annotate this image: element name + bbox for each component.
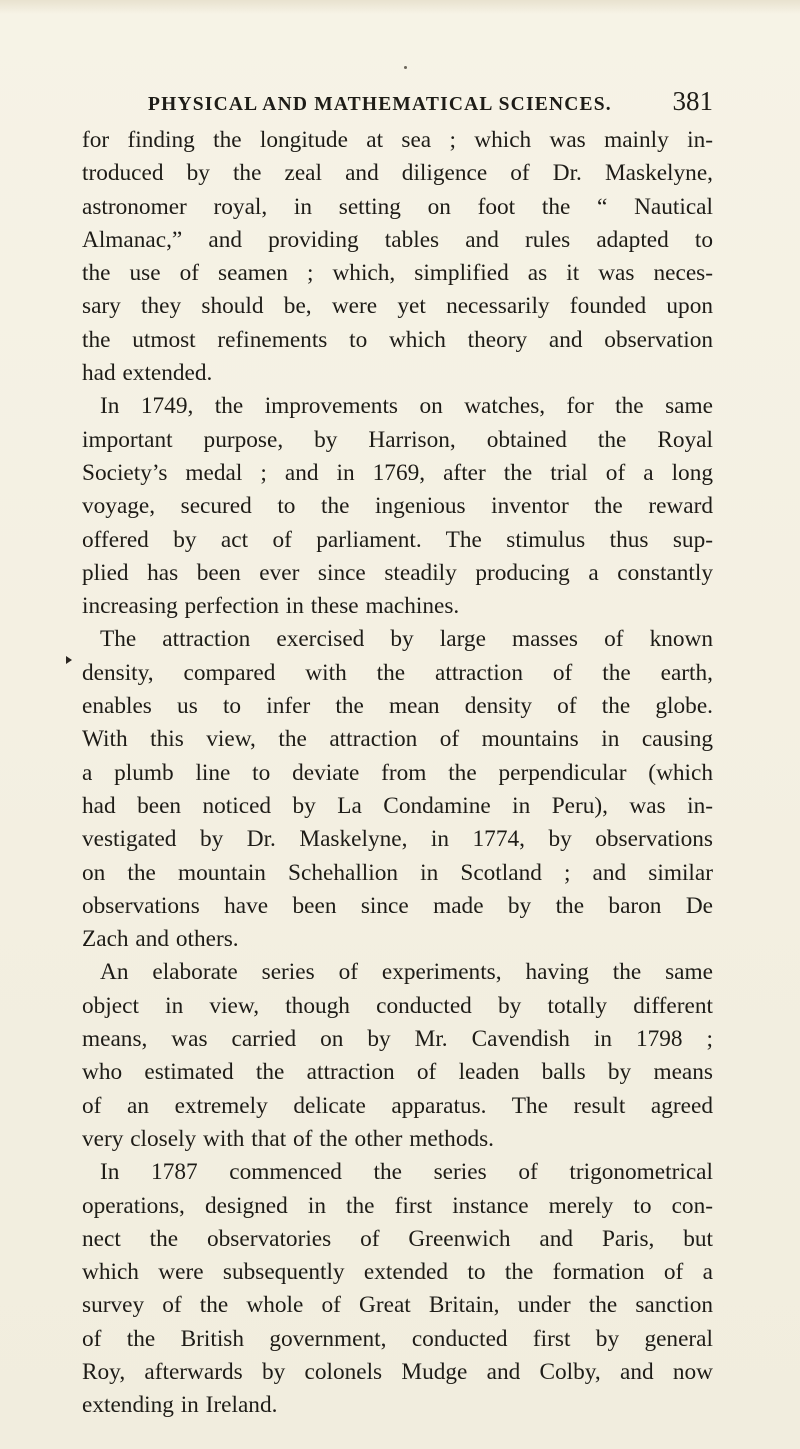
paragraph-start-line: The attraction exercised by large masses of known <box>100 626 713 653</box>
page-top-edge <box>0 0 800 14</box>
page-number: 381 <box>672 86 713 116</box>
text-line: density, compared with the attraction of the earth, <box>82 659 713 686</box>
text-line: sary they should be, were yet necessarily founded upon <box>82 293 713 320</box>
text-line: vestigated by Dr. Maskelyne, in 1774, by observations <box>82 826 713 853</box>
text-line: Zach and others. <box>82 926 239 953</box>
text-line: a plumb line to deviate from the perpendicular (which <box>82 759 713 786</box>
text-line: of the British government, conducted first by general <box>82 1325 713 1352</box>
text-line: Roy, afterwards by colonels Mudge and Colby, and now <box>82 1358 713 1385</box>
text-line: who estimated the attraction of leaden balls by means <box>82 1059 713 1086</box>
paper-speck <box>404 66 407 69</box>
text-line: the utmost refinements to which theory and observation <box>82 326 713 353</box>
text-line: Society’s medal ; and in 1769, after the trial of a long <box>82 459 713 486</box>
paragraph-start-line: An elaborate series of experiments, having the same <box>100 959 713 986</box>
running-title: PHYSICAL AND MATHEMATICAL SCIENCES. <box>148 94 612 115</box>
text-line: had extended. <box>82 360 213 387</box>
text-line: for finding the longitude at sea ; which was mainly in- <box>82 127 713 153</box>
text-line: With this view, the attraction of mountains in causing <box>82 726 713 753</box>
text-line: offered by act of parliament. The stimulus thus sup- <box>82 526 713 553</box>
text-line: increasing perfection in these machines. <box>82 593 460 620</box>
paragraph-start-line: In 1749, the improvements on watches, for the same <box>100 393 713 420</box>
text-line: which were subsequently extended to the formation of a <box>82 1259 713 1286</box>
text-line: operations, designed in the first instance merely to con- <box>82 1192 713 1219</box>
text-line: observations have been since made by the baron De <box>82 892 713 919</box>
text-line: plied has been ever since steadily producing a constantly <box>82 559 713 586</box>
text-line: astronomer royal, in setting on foot the “ Nautical <box>82 193 713 220</box>
margin-mark <box>66 656 74 664</box>
text-line: the use of seamen ; which, simplified as it was neces- <box>82 260 713 287</box>
text-line: nect the observatories of Greenwich and Paris, but <box>82 1225 713 1252</box>
text-line: of an extremely delicate apparatus. The result agreed <box>82 1092 713 1119</box>
text-line: extending in Ireland. <box>82 1392 278 1419</box>
running-head <box>148 86 713 120</box>
text-line: Almanac,” and providing tables and rules adapted to <box>82 226 713 253</box>
text-line: survey of the whole of Great Britain, under the sanction <box>82 1292 713 1319</box>
text-line: had been noticed by La Condamine in Peru), was in- <box>82 792 713 819</box>
text-line: very closely with that of the other methods. <box>82 1125 495 1152</box>
paragraph-start-line: In 1787 commenced the series of trigonometrical <box>100 1159 713 1186</box>
text-line: on the mountain Schehallion in Scotland ; and similar <box>82 859 713 886</box>
text-line: important purpose, by Harrison, obtained the Royal <box>82 426 713 453</box>
text-line: troduced by the zeal and diligence of Dr. Maskelyne, <box>82 160 713 187</box>
text-line: enables us to infer the mean density of the globe. <box>82 693 713 720</box>
text-line: means, was carried on by Mr. Cavendish in 1798 ; <box>82 1026 713 1053</box>
text-line: voyage, secured to the ingenious inventor the reward <box>82 493 713 520</box>
text-line: object in view, though conducted by totally different <box>82 992 713 1019</box>
body-text <box>82 124 713 1423</box>
